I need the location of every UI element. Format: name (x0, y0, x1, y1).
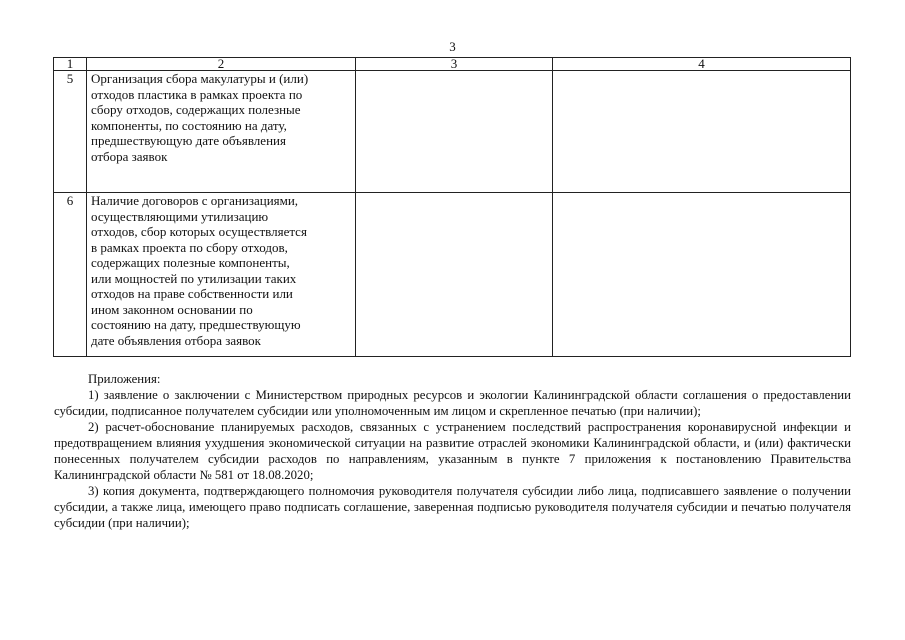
table-row (54, 71, 851, 193)
row-number: 6 (54, 193, 87, 357)
row-col4-cell (553, 71, 851, 193)
table-row (54, 193, 851, 357)
table-header-cell: 1 (54, 58, 87, 71)
row-number: 5 (54, 71, 87, 193)
criteria-table (53, 57, 851, 357)
table-header-cell: 3 (356, 58, 553, 71)
row-col4-cell (553, 193, 851, 357)
appendix-section (54, 371, 851, 531)
page-number: 3 (449, 39, 456, 54)
table-header-cell: 2 (87, 58, 356, 71)
table-header-row (54, 58, 851, 71)
row-criterion: Наличие договоров с организациями, осуществляющими утилизацию отходов, сбор которых осуществляется в рамках проекта по сбору отходов, содержащих полезные компоненты, или мощностей по утилизации таких отходов на праве собственности или ином законном основании по состоянию на дату, предшествующую дате объявления отбора заявок (87, 193, 356, 357)
appendix-heading: Приложения: (88, 372, 161, 386)
row-criterion: Организация сбора макулатуры и (или) отходов пластика в рамках проекта по сбору отходов, содержащих полезные компоненты, по состоянию на дату, предшествующую дате объявления отбора заявок (87, 71, 356, 193)
appendix-item: 1) заявление о заключении с Министерством природных ресурсов и экологии Калининградской области соглашения о предоставлении субсидии, подписанное получателем субсидии или уполномоченным им лицом и скрепленное печатью (при наличии); (54, 388, 851, 418)
table-header-cell: 4 (553, 58, 851, 71)
row-col3-cell (356, 193, 553, 357)
appendix-item: 3) копия документа, подтверждающего полномочия руководителя получателя субсидии либо лица, подписавшего заявление о получении субсидии, а также лица, имеющего право подписать соглашение, заверенная подписью руководителя получателя субсидии и печатью получателя субсидии (при наличии); (54, 484, 851, 530)
row-col3-cell (356, 71, 553, 193)
appendix-item: 2) расчет-обоснование планируемых расходов, связанных с устранением последствий распространения коронавирусной инфекции и предотвращением влияния ухудшения экономической ситуации на развитие отраслей экономики Калининградской области, и (или) фактически понесенных получателем субсидии расходов по направлениям, указанным в пункте 7 приложения к постановлению Правительства Калининградской области № 581 от 18.08.2020; (54, 420, 851, 482)
